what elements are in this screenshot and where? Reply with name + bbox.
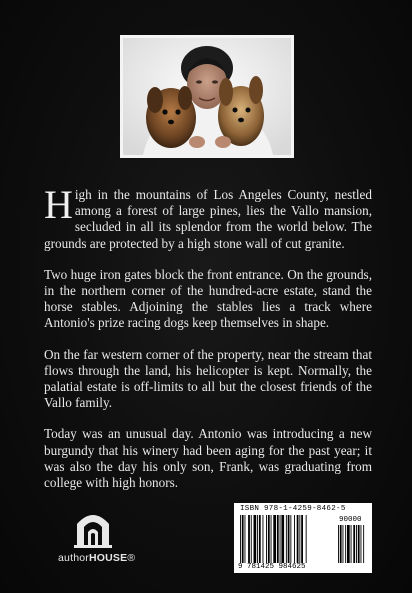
publisher-logo xyxy=(58,508,150,568)
isbn-label: ISBN 978-1-4259-8462-5 xyxy=(240,505,346,513)
drop-cap: H xyxy=(44,182,73,227)
price-code: 90000 xyxy=(339,516,362,524)
publisher-name: authorHOUSE® xyxy=(58,552,136,564)
author-photo xyxy=(120,35,294,158)
back-cover-blurb xyxy=(44,182,372,506)
blurb-paragraph: Today was an unusual day. Antonio was introducing a new burgundy that his winery had been aging for the past year; it was also the day his only son, Frank, was graduating from college with high honors. xyxy=(44,426,372,491)
authorhouse-logo-icon xyxy=(74,508,112,548)
author-with-dogs-photo xyxy=(123,38,291,155)
blurb-paragraph: Two huge iron gates block the front entrance. On the grounds, in the northern corner of the hundred-acre estate, stand the horse stables. Adjoining the stables lies a track where Antonio's prize racing dogs keep themselves in shape. xyxy=(44,266,372,331)
ean-digits: 9 781425 984625 xyxy=(238,563,306,571)
blurb-paragraph: On the far western corner of the property, near the stream that flows through the land, his helicopter is kept. Normally, the palatial estate is off-limits to all but the closest friends of the Vallo family. xyxy=(44,346,372,411)
isbn-barcode xyxy=(234,503,372,573)
blurb-paragraph: High in the mountains of Los Angeles County, nestled among a forest of large pines, lies the Vallo mansion, secluded in all its splendor from the world below. The grounds are protected by a high stone wall of cut granite. xyxy=(44,182,372,251)
